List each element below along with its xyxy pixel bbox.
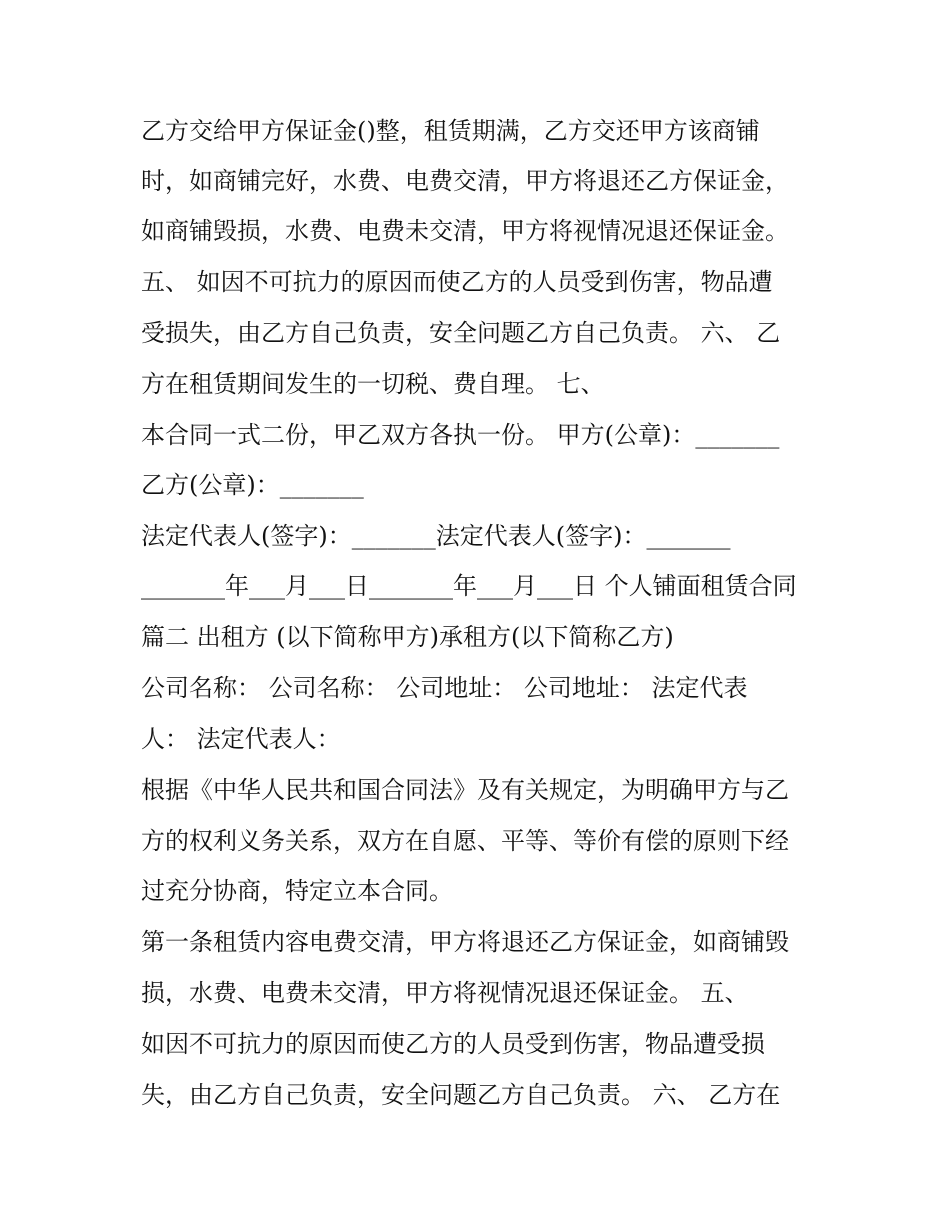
- text-line: 乙方交给甲方保证金()整，租赁期满，乙方交还甲方该商铺: [141, 117, 760, 145]
- text-line: 如因不可抗力的原因而使乙方的人员受到伤害，物品遭受损: [141, 1030, 765, 1058]
- text-line: 方在租赁期间发生的一切税、费自理。 七、: [141, 370, 605, 398]
- text-line: 失，由乙方自己负责，安全问题乙方自己负责。 六、 乙方在: [141, 1081, 781, 1109]
- text-line: _______年___月___日_______年___月___日 个人铺面租赁合同: [141, 572, 797, 600]
- text-line: 第一条租赁内容电费交清，甲方将退还乙方保证金，如商铺毁: [141, 928, 789, 956]
- text-line: 根据《中华人民共和国合同法》及有关规定，为明确甲方与乙: [141, 776, 789, 804]
- text-line: 五、 如因不可抗力的原因而使乙方的人员受到伤害，物品遭: [141, 268, 773, 296]
- text-line: 本合同一式二份，甲乙双方各执一份。 甲方(公章)：_______: [141, 421, 780, 449]
- text-line: 时，如商铺完好，水费、电费交清，甲方将退还乙方保证金，: [141, 167, 789, 195]
- text-line: 过充分协商，特定立本合同。: [141, 877, 453, 905]
- section-heading: 篇二 出租方 (以下简称甲方)承租方(以下简称乙方): [141, 623, 674, 651]
- text-line: 如商铺毁损，水费、电费未交清，甲方将视情况退还保证金。: [141, 217, 789, 245]
- text-line: 受损失，由乙方自己负责，安全问题乙方自己负责。 六、 乙: [141, 319, 781, 347]
- text-line: 法定代表人(签字)：_______法定代表人(签字)：_______: [141, 522, 731, 550]
- text-line: 人： 法定代表人：: [141, 725, 341, 753]
- text-line: 方的权利义务关系，双方在自愿、平等、等价有偿的原则下经: [141, 827, 789, 855]
- text-line: 乙方(公章)：_______: [141, 471, 364, 499]
- text-line: 公司名称： 公司名称： 公司地址： 公司地址： 法定代表: [141, 674, 748, 702]
- text-line: 损，水费、电费未交清，甲方将视情况退还保证金。 五、: [141, 979, 749, 1007]
